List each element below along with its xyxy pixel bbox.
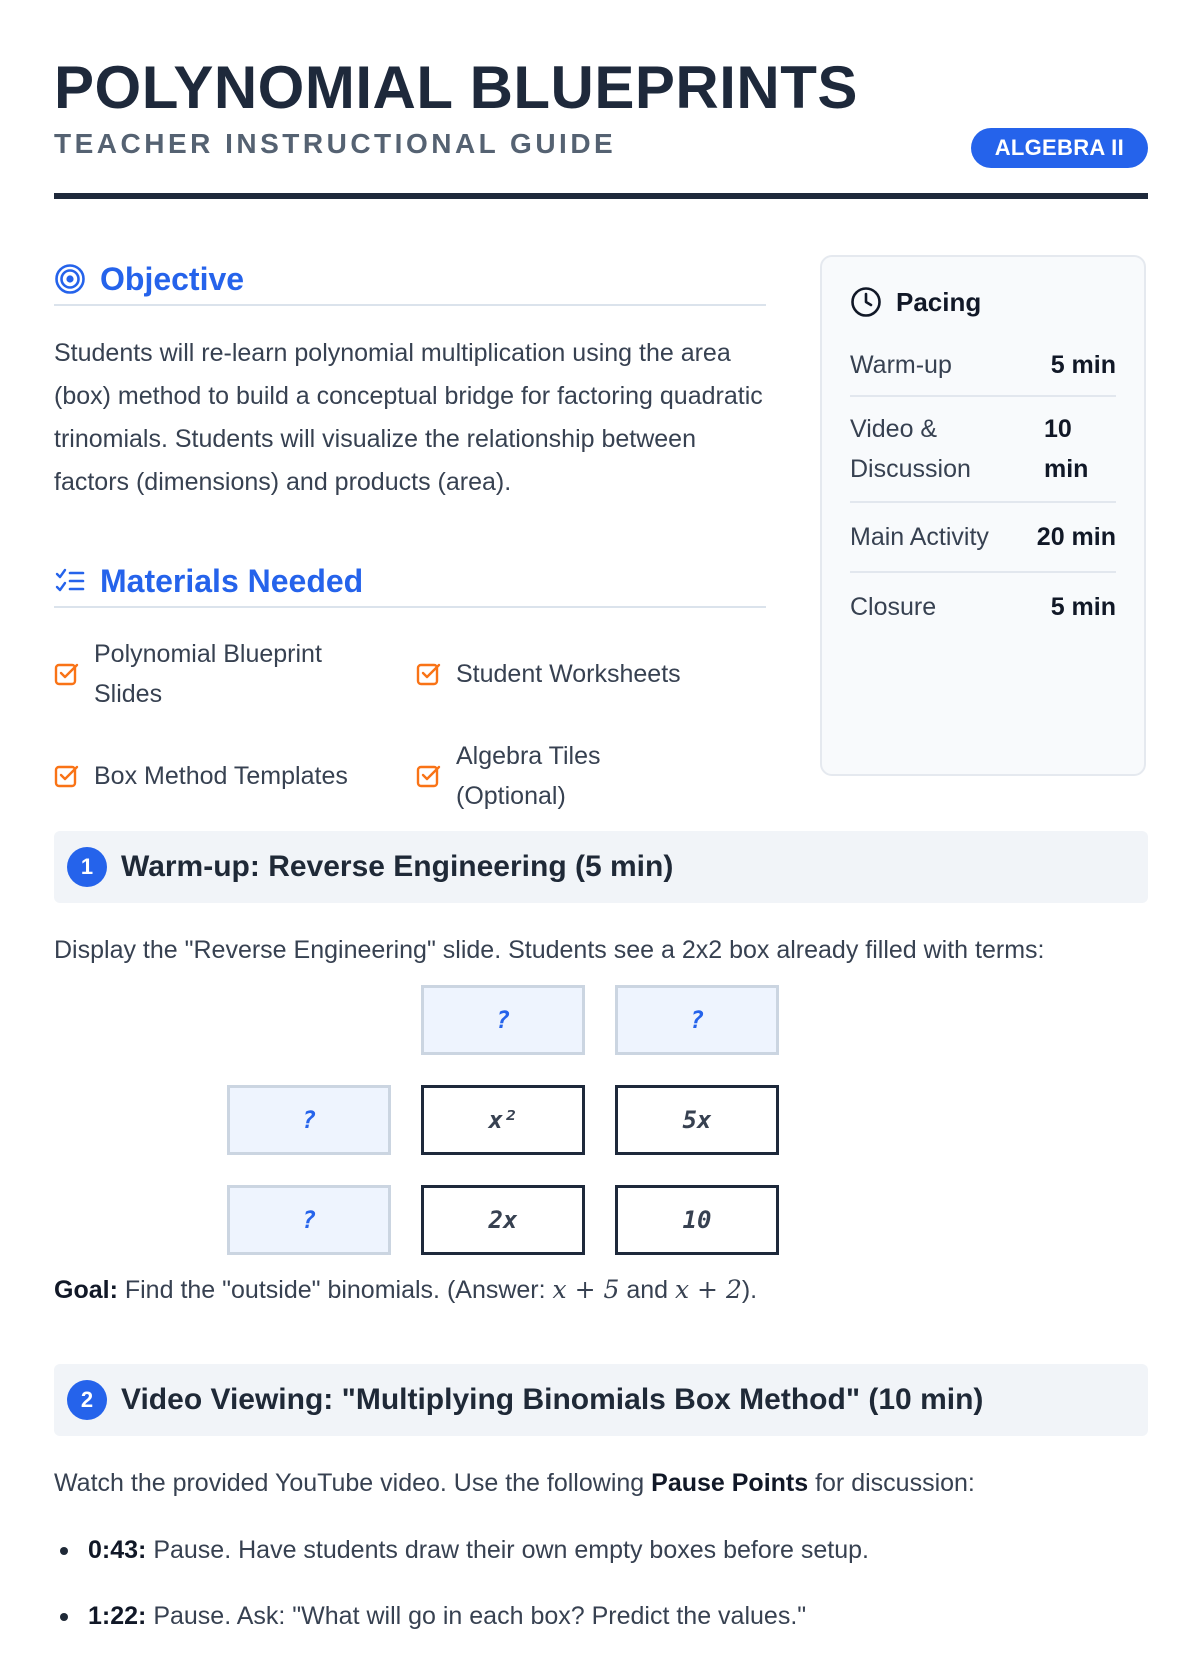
checkbox-icon <box>54 763 80 789</box>
box-product-cell: 5x <box>615 1085 779 1155</box>
step-1-header <box>54 831 1148 903</box>
checkbox-icon <box>416 661 442 687</box>
goal-label: Goal: <box>54 1276 118 1304</box>
checklist-icon <box>54 565 86 597</box>
box-side-factor: ? <box>227 1185 391 1255</box>
material-label: Student Worksheets <box>456 660 681 688</box>
list-item <box>54 736 416 816</box>
material-label: Polynomial Blueprint Slides <box>94 640 322 708</box>
pacing-row <box>850 503 1116 573</box>
material-label: Box Method Templates <box>94 762 348 790</box>
pause-time: 1:22: <box>88 1602 147 1630</box>
pacing-time: 5 min <box>1050 592 1116 621</box>
checkbox-icon <box>54 661 80 687</box>
objective-title: Objective <box>100 260 245 297</box>
step-2-header <box>54 1364 1148 1436</box>
intro-text: Watch the provided YouTube video. Use the following <box>54 1469 652 1497</box>
intro-text-end: for discussion: <box>808 1469 975 1497</box>
pacing-title: Pacing <box>896 286 982 317</box>
pacing-row <box>850 397 1116 503</box>
pacing-time: 20 min <box>1036 522 1116 551</box>
clock-icon <box>850 286 882 318</box>
box-top-factor: ? <box>615 985 779 1055</box>
box-side-factor: ? <box>227 1085 391 1155</box>
page-header <box>54 50 1148 160</box>
page-title: POLYNOMIAL BLUEPRINTS <box>54 54 858 121</box>
pacing-time: 10 min <box>1044 415 1089 483</box>
list-item <box>416 736 766 816</box>
box-product-cell: 10 <box>615 1185 779 1255</box>
step-2-intro <box>54 1465 975 1501</box>
pacing-activity: Main Activity <box>850 522 989 551</box>
left-column <box>54 254 766 816</box>
box-product-cell: 2x <box>421 1185 585 1255</box>
step-number-badge: 2 <box>67 1380 107 1420</box>
step-1-goal <box>54 1272 757 1308</box>
objective-heading <box>54 254 766 306</box>
checkbox-icon <box>416 763 442 789</box>
materials-heading <box>54 556 766 608</box>
goal-and: and <box>619 1276 675 1304</box>
material-label: Algebra Tiles (Optional) <box>456 742 601 810</box>
pacing-activity: Closure <box>850 592 937 621</box>
pause-text: Pause. Have students draw their own empty boxes before setup. <box>153 1536 870 1564</box>
pacing-row <box>850 573 1116 641</box>
step-number-badge: 1 <box>67 847 107 887</box>
page-subtitle: TEACHER INSTRUCTIONAL GUIDE <box>54 128 617 159</box>
list-item <box>54 1532 1148 1568</box>
box-product-cell: x² <box>421 1085 585 1155</box>
pause-points-list <box>54 1532 1148 1664</box>
box-top-factor: ? <box>421 985 585 1055</box>
pacing-time: 5 min <box>1050 350 1116 379</box>
goal-end: ). <box>741 1276 758 1304</box>
step-title: Video Viewing: "Multiplying Binomials Box Method" (10 min) <box>121 1383 984 1416</box>
materials-list <box>54 634 766 816</box>
subject-badge: ALGEBRA II <box>971 128 1148 168</box>
intro-bold: Pause Points <box>651 1469 809 1497</box>
header-divider <box>54 193 1148 199</box>
pacing-heading <box>850 285 1116 319</box>
pacing-activity: Warm-up <box>850 350 952 379</box>
materials-title: Materials Needed <box>100 562 364 599</box>
pause-time: 0:43: <box>88 1536 147 1564</box>
list-item <box>54 1598 1148 1634</box>
pacing-row <box>850 335 1116 397</box>
list-item <box>416 634 766 714</box>
answer-binomial: x + 2 <box>675 1275 742 1304</box>
list-item <box>54 634 416 714</box>
step-title: Warm-up: Reverse Engineering (5 min) <box>121 850 674 883</box>
pause-text: Pause. Ask: "What will go in each box? Predict the values." <box>153 1602 807 1630</box>
objective-text: Students will re-learn polynomial multiplication using the area (box) method to build a conceptual bridge for factoring quadratic trinomials. Students will visualize the relationship between factors (dimensions) and products (area). <box>54 339 763 496</box>
pacing-card <box>820 255 1146 776</box>
answer-binomial: x + 5 <box>552 1275 620 1304</box>
target-icon <box>54 263 86 295</box>
goal-text: Find the "outside" binomials. (Answer: <box>124 1276 553 1304</box>
pacing-activity: Video & Discussion <box>850 415 971 483</box>
step-1-intro: Display the "Reverse Engineering" slide. Students see a 2x2 box already filled with terms: <box>54 936 1045 964</box>
